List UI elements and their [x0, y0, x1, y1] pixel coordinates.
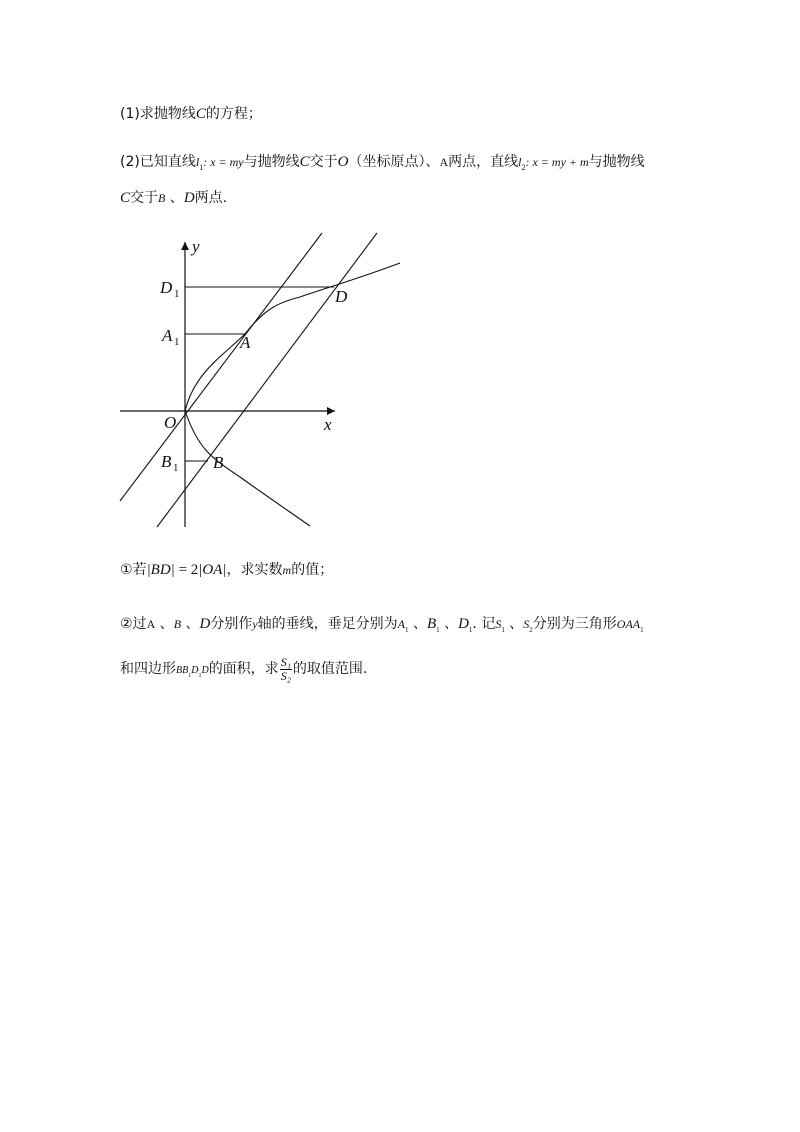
q2-point-b: B — [158, 191, 166, 205]
sub2-point-b: B — [173, 617, 182, 631]
parabola-curve — [185, 263, 400, 526]
sub2-triangle: OAA — [616, 617, 641, 631]
sub2-a1: A — [397, 617, 405, 631]
origin-label: O — [164, 413, 177, 432]
q2-text-5: 两点，直线 — [448, 154, 519, 170]
sub1-abs-bd: |BD| — [146, 562, 175, 578]
q2-label: (2) — [120, 154, 140, 170]
point-a-label: A — [240, 333, 251, 352]
sub2-s2: S — [523, 617, 530, 631]
sub2-quad-sub-1: 1 — [188, 672, 192, 679]
question-1 — [120, 104, 262, 124]
sub2-point-d: D — [199, 616, 211, 632]
sub-question-2-line-1 — [120, 614, 644, 640]
d1-sub-label: 1 — [174, 288, 180, 300]
line-l2 — [157, 233, 377, 527]
sub2-triangle-sub: 1 — [640, 625, 644, 634]
x-axis-label: x — [324, 415, 332, 434]
sub1-eq: = 2 — [174, 562, 199, 578]
b1-sub-label: 1 — [173, 462, 179, 474]
q2-line-l2: l — [518, 155, 522, 169]
sub2-frac-denominator: S₂ — [280, 668, 291, 683]
sub2-quad: BB — [176, 665, 189, 676]
sub2-point-a: A — [146, 617, 156, 631]
q2-point-d: D — [183, 190, 195, 206]
sub-question-2-line-2 — [120, 654, 367, 691]
q2-text-2: 与抛物线 — [243, 154, 300, 170]
sub2-sep-1: 、 — [155, 616, 174, 632]
a1-label: A — [162, 326, 173, 345]
sub2-sep-3: 、 — [408, 616, 427, 632]
sub1-text-2: 的值； — [291, 562, 334, 578]
sub2-d1-sub: 1 — [468, 625, 473, 634]
sub1-marker: ①若 — [120, 562, 147, 578]
sub2-text-4: 分别为三角形 — [532, 616, 617, 632]
sub2-d1: D — [458, 616, 469, 632]
q2-line-l2-sub: 2 — [521, 162, 526, 172]
q2-curve-c-2: C — [120, 190, 131, 206]
sub2-text-6: 的面积，求 — [208, 661, 279, 677]
sub2-s1-sub: 1 — [501, 625, 505, 634]
q2-eq-2: : x = my + m — [525, 155, 589, 169]
a1-sub-label: 1 — [174, 336, 180, 348]
point-d-label: D — [335, 287, 348, 306]
question-2-line-2 — [120, 188, 227, 208]
q1-curve-c: C — [195, 106, 206, 122]
sub2-s1: S — [495, 617, 502, 631]
sub2-a1-sub: 1 — [405, 625, 409, 634]
question-2-line-1 — [120, 152, 645, 178]
sub2-text-3: . 记 — [472, 616, 496, 632]
sub2-quad-mid: D — [191, 665, 199, 676]
q2-text-7: 交于 — [130, 190, 159, 206]
q2-line-l1-sub: 1 — [199, 162, 204, 172]
sub2-text-7: 的取值范围. — [292, 661, 368, 677]
q2-origin-o: O — [337, 154, 349, 170]
sub2-y: y — [252, 617, 258, 631]
q1-label: (1) — [120, 106, 140, 122]
sub2-quad-end: D — [201, 665, 209, 676]
sub2-sep-2: 、 — [181, 616, 200, 632]
sub2-quad-sub-2: 1 — [198, 672, 202, 679]
q2-sep: 、 — [165, 190, 184, 206]
point-b-label: B — [213, 453, 224, 472]
parabola-figure — [110, 230, 420, 540]
b1-label: B — [161, 452, 172, 471]
q2-point-a: A — [439, 155, 449, 169]
y-axis-label: y — [192, 237, 200, 256]
d1-label: D — [160, 278, 173, 297]
sub2-sep-5: 、 — [504, 616, 524, 632]
q1-text-a: 求抛物线 — [139, 106, 196, 122]
q1-text-b: 的方程； — [205, 106, 262, 122]
sub2-fraction — [280, 656, 292, 683]
q2-text-3: 交于 — [309, 154, 338, 170]
sub1-text-1: ，求实数 — [226, 562, 283, 578]
sub2-sep-4: 、 — [439, 616, 459, 632]
q2-text-8: 两点. — [194, 190, 228, 206]
sub1-abs-oa: |OA| — [198, 562, 227, 578]
sub2-frac-numerator: S₁ — [280, 654, 291, 669]
q2-eq-1: : x = my — [203, 155, 244, 169]
q2-line-l1: l — [195, 155, 200, 169]
sub2-marker: ②过 — [120, 616, 147, 632]
sub2-s2-sub: 2 — [529, 625, 533, 634]
q2-text-4: （坐标原点）、 — [348, 154, 440, 170]
sub2-b1: B — [426, 616, 437, 632]
q2-text-6: 与抛物线 — [588, 154, 645, 170]
q2-curve-c: C — [299, 154, 310, 170]
sub2-text-1: 分别作 — [210, 616, 253, 632]
sub-question-1 — [120, 560, 333, 580]
sub2-text-2: 轴的垂线，垂足分别为 — [257, 616, 398, 632]
sub1-m: m — [282, 563, 292, 577]
sub2-text-5: 和四边形 — [120, 661, 176, 677]
q2-text-1: 已知直线 — [139, 154, 196, 170]
sub2-b1-sub: 1 — [436, 625, 440, 634]
